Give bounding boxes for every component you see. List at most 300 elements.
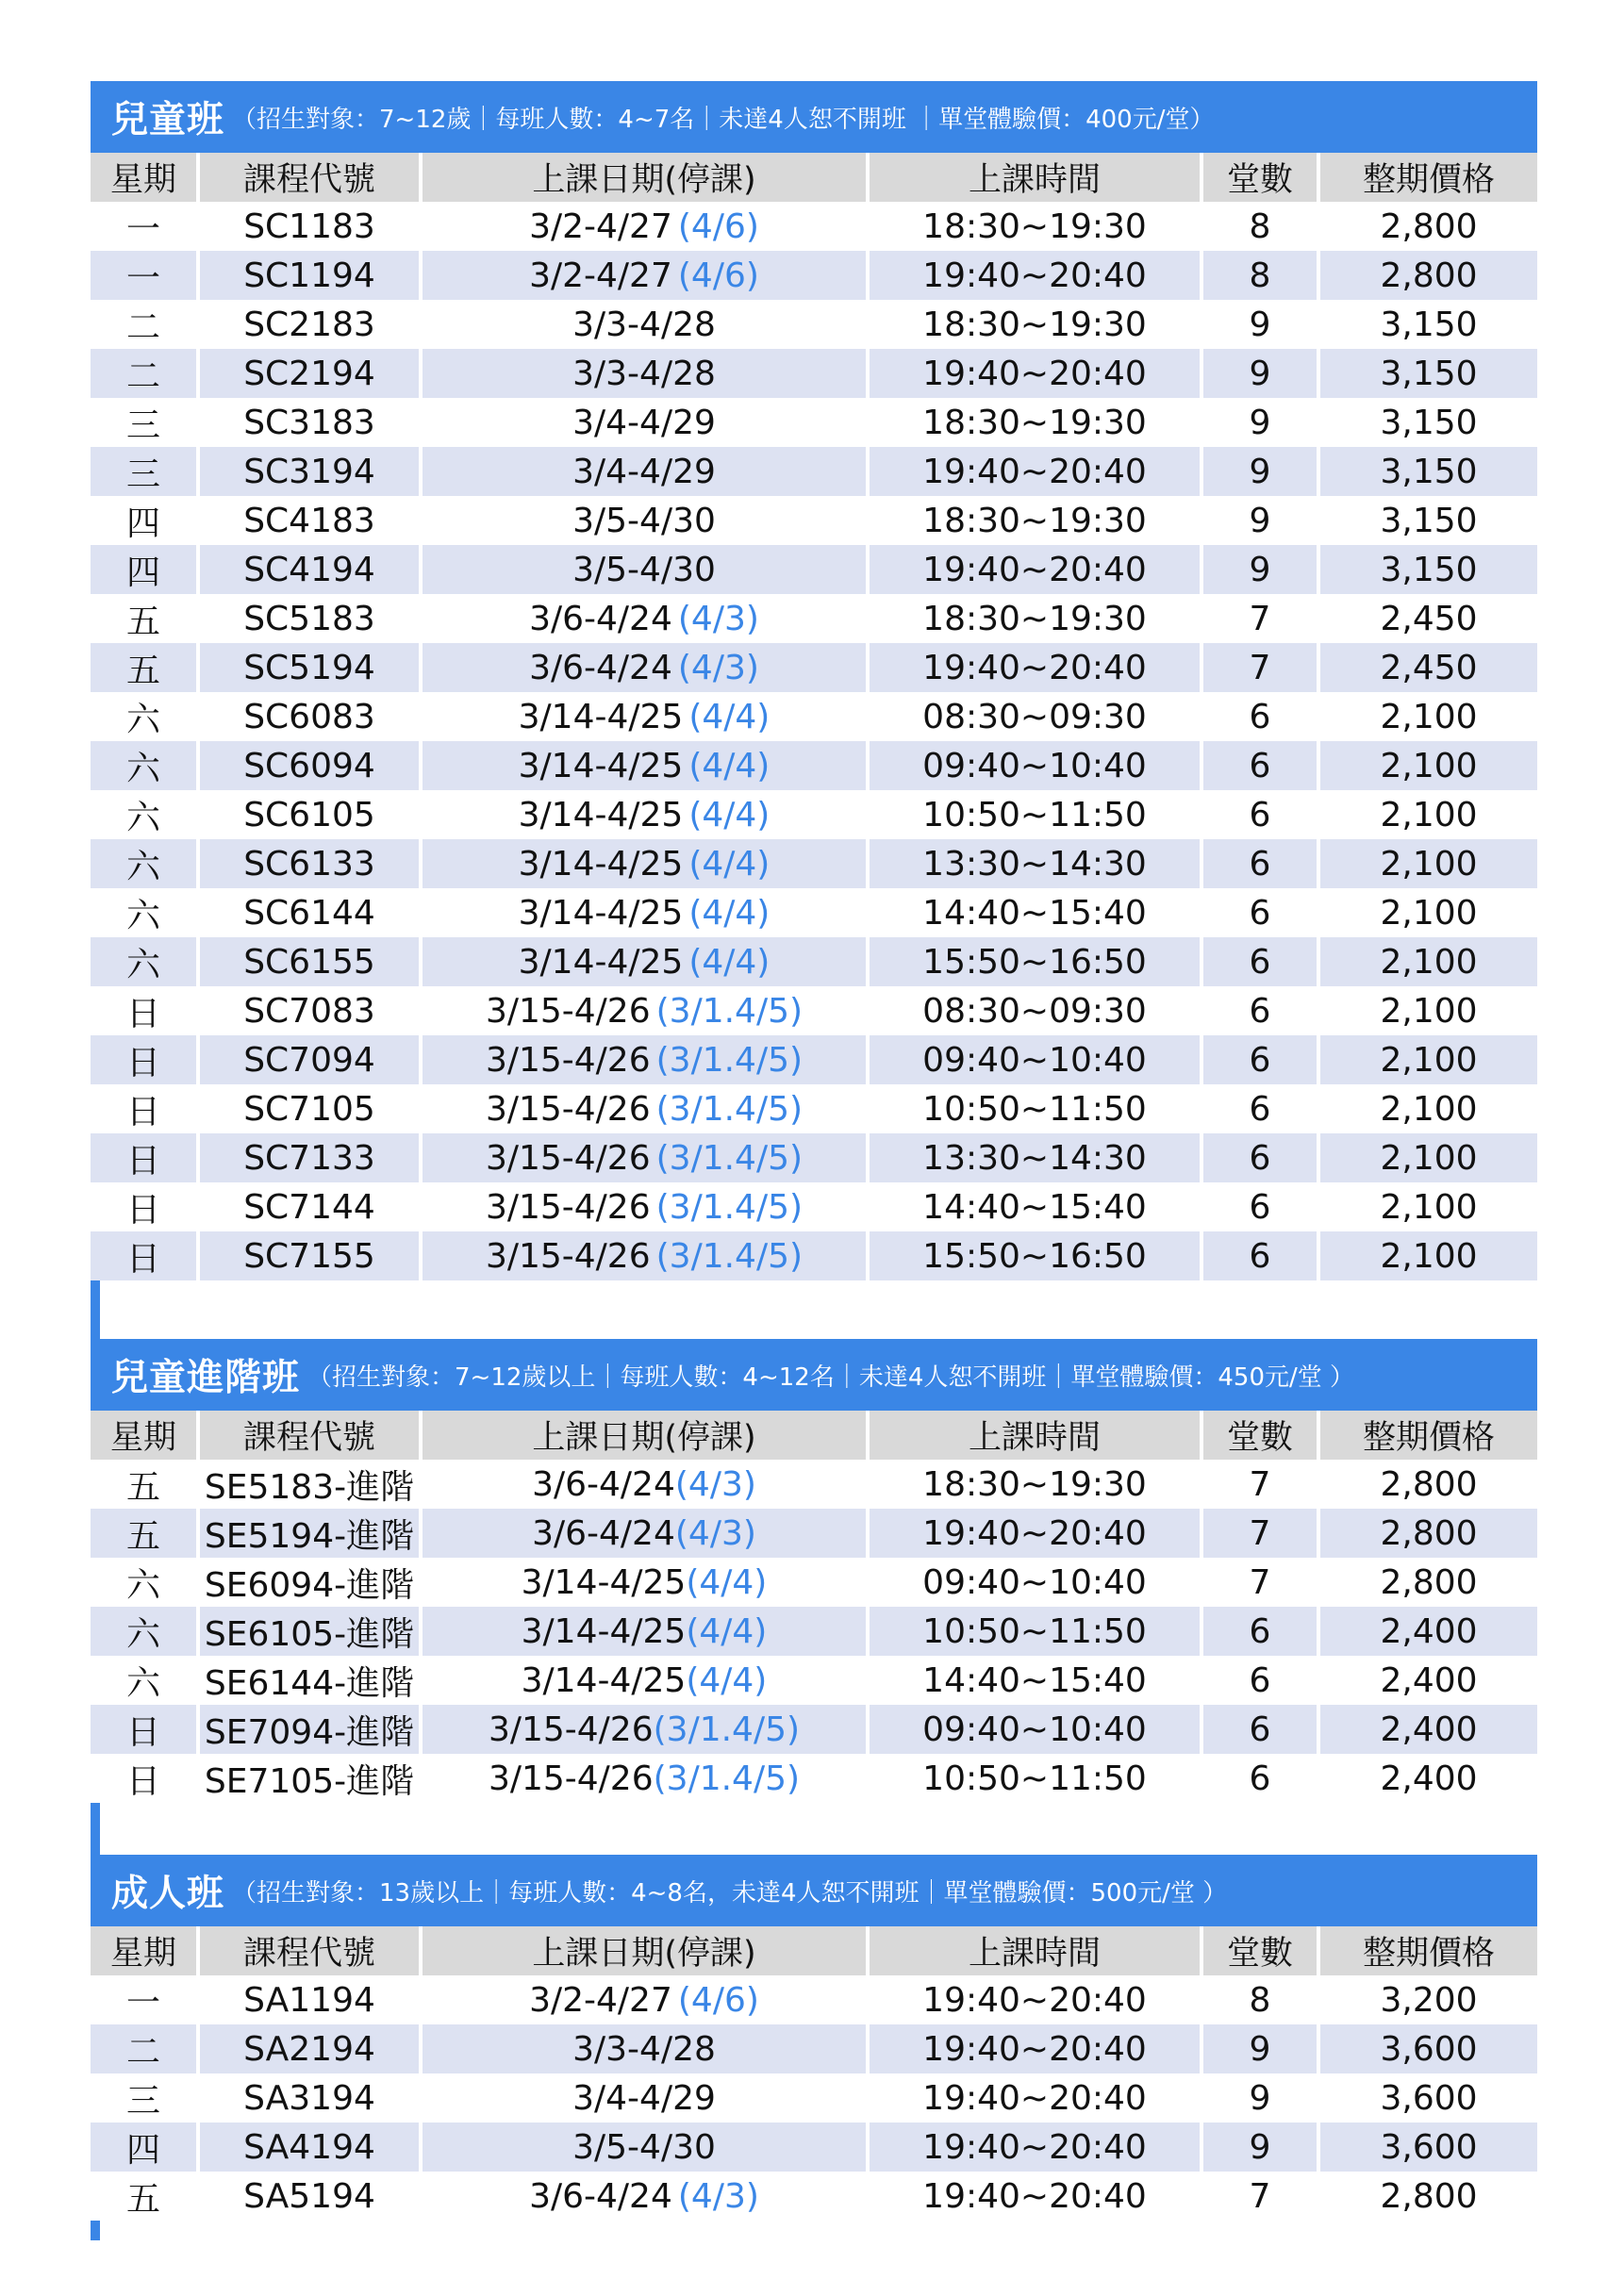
- column-header-day: 星期: [91, 1926, 200, 1975]
- date-range: 3/15-4/26: [485, 1187, 651, 1227]
- cell-code: SE6144-進階: [200, 1656, 423, 1705]
- date-range: 3/2-4/27: [529, 1980, 672, 2020]
- cell-code: SC7094: [200, 1035, 423, 1084]
- cell-time: 18:30~19:30: [870, 202, 1203, 251]
- cell-dates: [423, 1656, 870, 1705]
- closure-dates: (3/1.4/5): [655, 1187, 804, 1227]
- cell-time: 08:30~09:30: [870, 986, 1203, 1035]
- date-range: 3/3-4/28: [572, 2029, 716, 2069]
- cell-dates: [423, 1084, 870, 1133]
- cell-count: 7: [1203, 594, 1320, 643]
- cell-time: 19:40~20:40: [870, 2172, 1203, 2221]
- cell-price: 2,100: [1320, 986, 1537, 1035]
- cell-code: SC7133: [200, 1133, 423, 1182]
- cell-dates: [423, 1558, 870, 1607]
- table-row: [91, 594, 1537, 643]
- table-row: [91, 1084, 1537, 1133]
- closure-dates: (4/4): [688, 795, 771, 834]
- cell-day: 六: [91, 692, 200, 741]
- closure-dates: (3/1.4/5): [655, 1089, 804, 1129]
- table-row: [91, 300, 1537, 349]
- column-header-dates: 上課日期(停課): [423, 153, 870, 202]
- cell-day: 四: [91, 545, 200, 594]
- date-range: 3/15-4/26: [485, 1089, 651, 1129]
- table-row: [91, 1182, 1537, 1231]
- closure-dates: (4/3): [674, 1513, 756, 1553]
- cell-time: 19:40~20:40: [870, 545, 1203, 594]
- cell-count: 6: [1203, 1754, 1320, 1803]
- cell-time: 19:40~20:40: [870, 1975, 1203, 2024]
- cell-time: 19:40~20:40: [870, 447, 1203, 496]
- cell-time: 19:40~20:40: [870, 643, 1203, 692]
- cell-day: 四: [91, 2123, 200, 2172]
- cell-code: SC1194: [200, 251, 423, 300]
- column-header-count: 堂數: [1203, 1926, 1320, 1975]
- cell-price: 3,150: [1320, 398, 1537, 447]
- column-header-count: 堂數: [1203, 1411, 1320, 1460]
- cell-time: 10:50~11:50: [870, 1084, 1203, 1133]
- cell-time: 18:30~19:30: [870, 594, 1203, 643]
- cell-time: 10:50~11:50: [870, 1754, 1203, 1803]
- cell-dates: [423, 937, 870, 986]
- closure-dates: (4/3): [674, 1464, 756, 1504]
- cell-price: 2,800: [1320, 2172, 1537, 2221]
- date-range: 3/14-4/25: [518, 942, 684, 982]
- date-range: 3/4-4/29: [572, 403, 716, 442]
- cell-dates: [423, 2024, 870, 2073]
- cell-day: 一: [91, 202, 200, 251]
- column-header-price: 整期價格: [1320, 153, 1537, 202]
- cell-price: 3,600: [1320, 2024, 1537, 2073]
- cell-dates: [423, 1035, 870, 1084]
- column-header-price: 整期價格: [1320, 1411, 1537, 1460]
- cell-dates: [423, 1133, 870, 1182]
- cell-day: 日: [91, 986, 200, 1035]
- cell-time: 19:40~20:40: [870, 2123, 1203, 2172]
- cell-code: SE5183-進階: [200, 1460, 423, 1509]
- cell-code: SC7083: [200, 986, 423, 1035]
- date-range: 3/6-4/24: [532, 1513, 675, 1553]
- cell-code: SC7144: [200, 1182, 423, 1231]
- cell-day: 五: [91, 1460, 200, 1509]
- date-range: 3/3-4/28: [572, 354, 716, 393]
- cell-price: 2,450: [1320, 643, 1537, 692]
- cell-count: 9: [1203, 2073, 1320, 2123]
- cell-day: 三: [91, 447, 200, 496]
- section-header: [91, 1339, 1537, 1411]
- section-title: 兒童進階班: [111, 1357, 301, 1399]
- closure-dates: (4/3): [677, 648, 759, 687]
- cell-dates: [423, 1182, 870, 1231]
- cell-price: 3,600: [1320, 2073, 1537, 2123]
- cell-dates: [423, 349, 870, 398]
- cell-dates: [423, 594, 870, 643]
- cell-count: 6: [1203, 1035, 1320, 1084]
- cell-day: 六: [91, 1607, 200, 1656]
- cell-dates: [423, 1975, 870, 2024]
- closure-dates: (4/4): [688, 942, 771, 982]
- cell-dates: [423, 545, 870, 594]
- table-row: [91, 790, 1537, 839]
- table-row: [91, 1509, 1537, 1558]
- cell-count: 6: [1203, 986, 1320, 1035]
- table-row: [91, 545, 1537, 594]
- cell-time: 15:50~16:50: [870, 937, 1203, 986]
- cell-code: SA4194: [200, 2123, 423, 2172]
- column-header-dates: 上課日期(停課): [423, 1926, 870, 1975]
- closure-dates: (4/4): [686, 1660, 768, 1700]
- cell-price: 2,100: [1320, 1231, 1537, 1280]
- cell-time: 19:40~20:40: [870, 349, 1203, 398]
- cell-count: 9: [1203, 496, 1320, 545]
- cell-day: 日: [91, 1133, 200, 1182]
- date-range: 3/14-4/25: [521, 1562, 687, 1602]
- cell-price: 2,100: [1320, 1084, 1537, 1133]
- cell-day: 二: [91, 2024, 200, 2073]
- cell-dates: [423, 2123, 870, 2172]
- cell-count: 6: [1203, 1231, 1320, 1280]
- table-row: [91, 1975, 1537, 2024]
- table-row: [91, 251, 1537, 300]
- cell-price: 3,150: [1320, 496, 1537, 545]
- cell-price: 2,400: [1320, 1705, 1537, 1754]
- cell-day: 日: [91, 1754, 200, 1803]
- cell-time: 18:30~19:30: [870, 398, 1203, 447]
- table-row: [91, 986, 1537, 1035]
- cell-code: SA1194: [200, 1975, 423, 2024]
- cell-time: 19:40~20:40: [870, 251, 1203, 300]
- cell-price: 3,150: [1320, 300, 1537, 349]
- date-range: 3/15-4/26: [488, 1759, 654, 1798]
- cell-price: 2,400: [1320, 1607, 1537, 1656]
- column-header-day: 星期: [91, 1411, 200, 1460]
- date-range: 3/15-4/26: [485, 1236, 651, 1276]
- cell-day: 三: [91, 2073, 200, 2123]
- column-header-row: [91, 1411, 1537, 1460]
- cell-count: 6: [1203, 1182, 1320, 1231]
- cell-code: SE6094-進階: [200, 1558, 423, 1607]
- cell-count: 7: [1203, 1509, 1320, 1558]
- section-title: 兒童班: [111, 99, 225, 141]
- column-header-code: 課程代號: [200, 153, 423, 202]
- table-row: [91, 202, 1537, 251]
- cell-dates: [423, 741, 870, 790]
- closure-dates: (4/6): [677, 1980, 759, 2020]
- section-header: [91, 1855, 1537, 1926]
- cell-dates: [423, 986, 870, 1035]
- closure-dates: (4/4): [688, 844, 771, 884]
- column-header-row: [91, 153, 1537, 202]
- date-range: 3/14-4/25: [521, 1611, 687, 1651]
- date-range: 3/14-4/25: [518, 844, 684, 884]
- cell-time: 18:30~19:30: [870, 496, 1203, 545]
- table-row: [91, 447, 1537, 496]
- cell-dates: [423, 692, 870, 741]
- cell-code: SC3194: [200, 447, 423, 496]
- cell-dates: [423, 202, 870, 251]
- date-range: 3/2-4/27: [529, 256, 672, 295]
- cell-price: 3,150: [1320, 349, 1537, 398]
- cell-count: 9: [1203, 2123, 1320, 2172]
- closure-dates: (3/1.4/5): [653, 1710, 801, 1749]
- cell-count: 6: [1203, 741, 1320, 790]
- closure-dates: (4/3): [677, 599, 759, 638]
- cell-count: 6: [1203, 937, 1320, 986]
- column-header-time: 上課時間: [870, 1411, 1203, 1460]
- cell-code: SE6105-進階: [200, 1607, 423, 1656]
- cell-day: 日: [91, 1035, 200, 1084]
- cell-day: 六: [91, 888, 200, 937]
- date-range: 3/5-4/30: [572, 501, 716, 540]
- table-row: [91, 2172, 1537, 2221]
- table-row: [91, 1460, 1537, 1509]
- table-row: [91, 1231, 1537, 1280]
- cell-time: 09:40~10:40: [870, 1705, 1203, 1754]
- cell-count: 7: [1203, 1558, 1320, 1607]
- cell-code: SE5194-進階: [200, 1509, 423, 1558]
- cell-count: 6: [1203, 1133, 1320, 1182]
- section-title: 成人班: [111, 1873, 225, 1915]
- closure-dates: (4/4): [686, 1611, 768, 1651]
- section-2: [91, 1339, 1537, 1803]
- table-row: [91, 2024, 1537, 2073]
- cell-code: SC6094: [200, 741, 423, 790]
- closure-dates: (3/1.4/5): [655, 991, 804, 1031]
- cell-time: 10:50~11:50: [870, 1607, 1203, 1656]
- date-range: 3/15-4/26: [485, 1138, 651, 1178]
- cell-dates: [423, 251, 870, 300]
- cell-price: 2,800: [1320, 1509, 1537, 1558]
- date-range: 3/15-4/26: [485, 991, 651, 1031]
- cell-time: 13:30~14:30: [870, 1133, 1203, 1182]
- cell-price: 2,100: [1320, 937, 1537, 986]
- cell-price: 3,600: [1320, 2123, 1537, 2172]
- closure-dates: (4/4): [686, 1562, 768, 1602]
- section-subtitle: （招生對象：7~12歲｜每班人數：4~7名｜未達4人恕不開班 ｜單堂體驗價：400元/堂）: [232, 105, 1215, 134]
- table-row: [91, 1705, 1537, 1754]
- table-row: [91, 349, 1537, 398]
- cell-time: 19:40~20:40: [870, 2073, 1203, 2123]
- cell-time: 15:50~16:50: [870, 1231, 1203, 1280]
- cell-day: 日: [91, 1705, 200, 1754]
- cell-code: SC1183: [200, 202, 423, 251]
- closure-dates: (4/4): [688, 697, 771, 736]
- date-range: 3/14-4/25: [518, 795, 684, 834]
- cell-price: 2,800: [1320, 1558, 1537, 1607]
- cell-time: 14:40~15:40: [870, 1182, 1203, 1231]
- cell-count: 6: [1203, 1705, 1320, 1754]
- cell-time: 14:40~15:40: [870, 1656, 1203, 1705]
- cell-code: SA3194: [200, 2073, 423, 2123]
- date-range: 3/5-4/30: [572, 2127, 716, 2167]
- cell-count: 9: [1203, 300, 1320, 349]
- cell-count: 7: [1203, 1460, 1320, 1509]
- table-row: [91, 1754, 1537, 1803]
- table-row: [91, 496, 1537, 545]
- date-range: 3/6-4/24: [532, 1464, 675, 1504]
- cell-dates: [423, 1231, 870, 1280]
- closure-dates: (4/4): [688, 893, 771, 933]
- section-subtitle: （招生對象：7~12歲以上｜每班人數：4~12名｜未達4人恕不開班｜單堂體驗價：450元/堂 ）: [307, 1363, 1355, 1392]
- cell-code: SC5183: [200, 594, 423, 643]
- column-header-time: 上課時間: [870, 153, 1203, 202]
- column-header-time: 上課時間: [870, 1926, 1203, 1975]
- table-row: [91, 1607, 1537, 1656]
- cell-count: 8: [1203, 202, 1320, 251]
- cell-dates: [423, 643, 870, 692]
- cell-price: 2,800: [1320, 1460, 1537, 1509]
- cell-day: 日: [91, 1231, 200, 1280]
- table-row: [91, 1133, 1537, 1182]
- cell-code: SC6083: [200, 692, 423, 741]
- date-range: 3/14-4/25: [518, 697, 684, 736]
- cell-code: SE7105-進階: [200, 1754, 423, 1803]
- cell-dates: [423, 888, 870, 937]
- cell-price: 2,100: [1320, 790, 1537, 839]
- cell-day: 一: [91, 251, 200, 300]
- cell-day: 五: [91, 1509, 200, 1558]
- date-range: 3/3-4/28: [572, 305, 716, 344]
- cell-code: SC3183: [200, 398, 423, 447]
- cell-code: SC4183: [200, 496, 423, 545]
- cell-day: 六: [91, 1558, 200, 1607]
- section-1: [91, 81, 1537, 1280]
- cell-dates: [423, 839, 870, 888]
- date-range: 3/6-4/24: [529, 599, 672, 638]
- cell-price: 2,800: [1320, 202, 1537, 251]
- cell-dates: [423, 1509, 870, 1558]
- cell-dates: [423, 1754, 870, 1803]
- date-range: 3/6-4/24: [529, 2176, 672, 2216]
- cell-time: 19:40~20:40: [870, 2024, 1203, 2073]
- table-row: [91, 2073, 1537, 2123]
- cell-code: SC6105: [200, 790, 423, 839]
- cell-dates: [423, 1460, 870, 1509]
- closure-dates: (4/4): [688, 746, 771, 785]
- cell-count: 8: [1203, 251, 1320, 300]
- cell-price: 3,150: [1320, 545, 1537, 594]
- cell-code: SA5194: [200, 2172, 423, 2221]
- cell-count: 6: [1203, 1656, 1320, 1705]
- cell-time: 14:40~15:40: [870, 888, 1203, 937]
- closure-dates: (4/3): [677, 2176, 759, 2216]
- cell-dates: [423, 447, 870, 496]
- column-header-price: 整期價格: [1320, 1926, 1537, 1975]
- section-subtitle: （招生對象：13歲以上｜每班人數：4~8名，未達4人恕不開班｜單堂體驗價：500元/堂 ）: [232, 1878, 1228, 1908]
- cell-code: SC6144: [200, 888, 423, 937]
- column-header-code: 課程代號: [200, 1411, 423, 1460]
- cell-code: SC6155: [200, 937, 423, 986]
- cell-code: SC6133: [200, 839, 423, 888]
- cell-count: 7: [1203, 643, 1320, 692]
- date-range: 3/15-4/26: [485, 1040, 651, 1080]
- cell-time: 09:40~10:40: [870, 1558, 1203, 1607]
- date-range: 3/6-4/24: [529, 648, 672, 687]
- closure-dates: (4/6): [677, 206, 759, 246]
- table-row: [91, 741, 1537, 790]
- cell-count: 6: [1203, 790, 1320, 839]
- table-row: [91, 839, 1537, 888]
- closure-dates: (3/1.4/5): [655, 1138, 804, 1178]
- cell-dates: [423, 2172, 870, 2221]
- closure-dates: (3/1.4/5): [655, 1236, 804, 1276]
- table-row: [91, 1656, 1537, 1705]
- cell-dates: [423, 1705, 870, 1754]
- cell-code: SC4194: [200, 545, 423, 594]
- cell-day: 六: [91, 741, 200, 790]
- cell-code: SE7094-進階: [200, 1705, 423, 1754]
- cell-count: 6: [1203, 888, 1320, 937]
- cell-price: 2,100: [1320, 1133, 1537, 1182]
- cell-price: 2,400: [1320, 1754, 1537, 1803]
- closure-dates: (3/1.4/5): [655, 1040, 804, 1080]
- cell-count: 9: [1203, 349, 1320, 398]
- cell-time: 09:40~10:40: [870, 741, 1203, 790]
- column-header-count: 堂數: [1203, 153, 1320, 202]
- section-3: [91, 1855, 1537, 2221]
- cell-code: SC2183: [200, 300, 423, 349]
- date-range: 3/2-4/27: [529, 206, 672, 246]
- cell-count: 9: [1203, 398, 1320, 447]
- table-row: [91, 937, 1537, 986]
- table-row: [91, 1558, 1537, 1607]
- cell-price: 2,100: [1320, 839, 1537, 888]
- cell-price: 3,200: [1320, 1975, 1537, 2024]
- date-range: 3/15-4/26: [488, 1710, 654, 1749]
- cell-day: 五: [91, 2172, 200, 2221]
- cell-code: SC7155: [200, 1231, 423, 1280]
- cell-count: 9: [1203, 2024, 1320, 2073]
- column-header-day: 星期: [91, 153, 200, 202]
- cell-dates: [423, 398, 870, 447]
- cell-day: 二: [91, 349, 200, 398]
- cell-day: 二: [91, 300, 200, 349]
- cell-time: 18:30~19:30: [870, 300, 1203, 349]
- cell-count: 7: [1203, 2172, 1320, 2221]
- cell-dates: [423, 790, 870, 839]
- cell-time: 10:50~11:50: [870, 790, 1203, 839]
- table-row: [91, 888, 1537, 937]
- cell-count: 8: [1203, 1975, 1320, 2024]
- table-row: [91, 643, 1537, 692]
- cell-price: 2,100: [1320, 741, 1537, 790]
- cell-time: 19:40~20:40: [870, 1509, 1203, 1558]
- cell-time: 09:40~10:40: [870, 1035, 1203, 1084]
- cell-price: 3,150: [1320, 447, 1537, 496]
- cell-day: 六: [91, 1656, 200, 1705]
- cell-price: 2,400: [1320, 1656, 1537, 1705]
- cell-day: 四: [91, 496, 200, 545]
- closure-dates: (4/6): [677, 256, 759, 295]
- cell-count: 9: [1203, 545, 1320, 594]
- cell-price: 2,100: [1320, 1182, 1537, 1231]
- cell-day: 六: [91, 937, 200, 986]
- cell-dates: [423, 300, 870, 349]
- cell-time: 13:30~14:30: [870, 839, 1203, 888]
- cell-count: 9: [1203, 447, 1320, 496]
- cell-count: 6: [1203, 1084, 1320, 1133]
- cell-code: SC5194: [200, 643, 423, 692]
- cell-day: 一: [91, 1975, 200, 2024]
- date-range: 3/4-4/29: [572, 452, 716, 491]
- table-row: [91, 2123, 1537, 2172]
- date-range: 3/4-4/29: [572, 2078, 716, 2118]
- table-row: [91, 692, 1537, 741]
- cell-price: 2,800: [1320, 251, 1537, 300]
- table-row: [91, 1035, 1537, 1084]
- cell-price: 2,100: [1320, 692, 1537, 741]
- cell-price: 2,100: [1320, 888, 1537, 937]
